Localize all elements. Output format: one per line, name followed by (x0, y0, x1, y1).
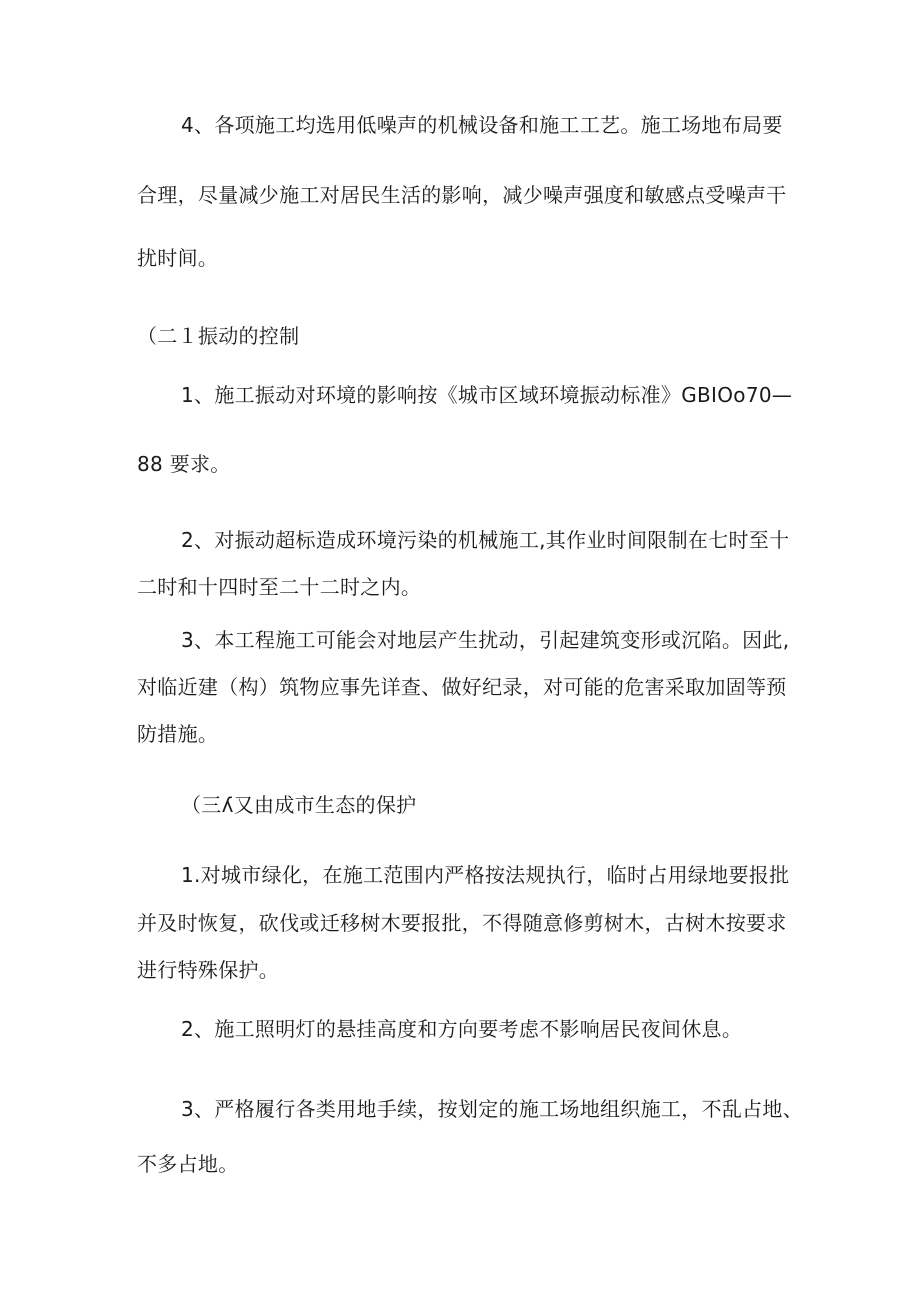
paragraph-land-use-line-1: 3、严格履行各类用地手续，按划定的施工场地组织施工，不乱占地、 (181, 1097, 804, 1121)
paragraph-noise-line-1: 4、各项施工均选用低噪声的机械设备和施工工艺。施工场地布局要 (181, 113, 783, 137)
paragraph-greening-line-1: 1.对城市绿化，在施工范围内严格按法规执行，临时占用绿地要报批 (181, 863, 790, 887)
paragraph-ground-disturbance-line-3: 防措施。 (137, 722, 219, 746)
paragraph-vibration-hours-line-2: 二时和十四时至二十二时之内。 (137, 575, 422, 599)
paragraph-vibration-hours-line-1: 2、对振动超标造成环境污染的机械施工,其作业时间限制在七时至十 (181, 528, 790, 552)
paragraph-vibration-standard-line-2: 88 要求。 (137, 452, 231, 476)
paragraph-vibration-standard-line-1: 1、施工振动对环境的影响按《城市区域环境振动标准》GBIOo70— (181, 383, 793, 407)
paragraph-ground-disturbance-line-1: 3、本工程施工可能会对地层产生扰动，引起建筑变形或沉陷。因此, (181, 628, 790, 652)
paragraph-noise-line-3: 扰时间。 (137, 246, 219, 270)
section-heading-ecology: （三ʎ又由成市生态的保护 (181, 793, 417, 817)
paragraph-greening-line-2: 并及时恢复，砍伐或迁移树木要报批，不得随意修剪树木，古树木按要求 (137, 911, 787, 935)
paragraph-ground-disturbance-line-2: 对临近建（构）筑物应事先详查、做好纪录，对可能的危害采取加固等预 (137, 675, 787, 699)
paragraph-noise-line-2: 合理，尽量减少施工对居民生活的影响，减少噪声强度和敏感点受噪声干 (137, 183, 787, 207)
section-heading-vibration: （二１振动的控制 (137, 324, 300, 348)
paragraph-lighting-line-1: 2、施工照明灯的悬挂高度和方向要考虑不影响居民夜间休息。 (181, 1017, 743, 1041)
paragraph-greening-line-3: 进行特殊保护。 (137, 958, 280, 982)
paragraph-land-use-line-2: 不多占地。 (137, 1152, 239, 1176)
